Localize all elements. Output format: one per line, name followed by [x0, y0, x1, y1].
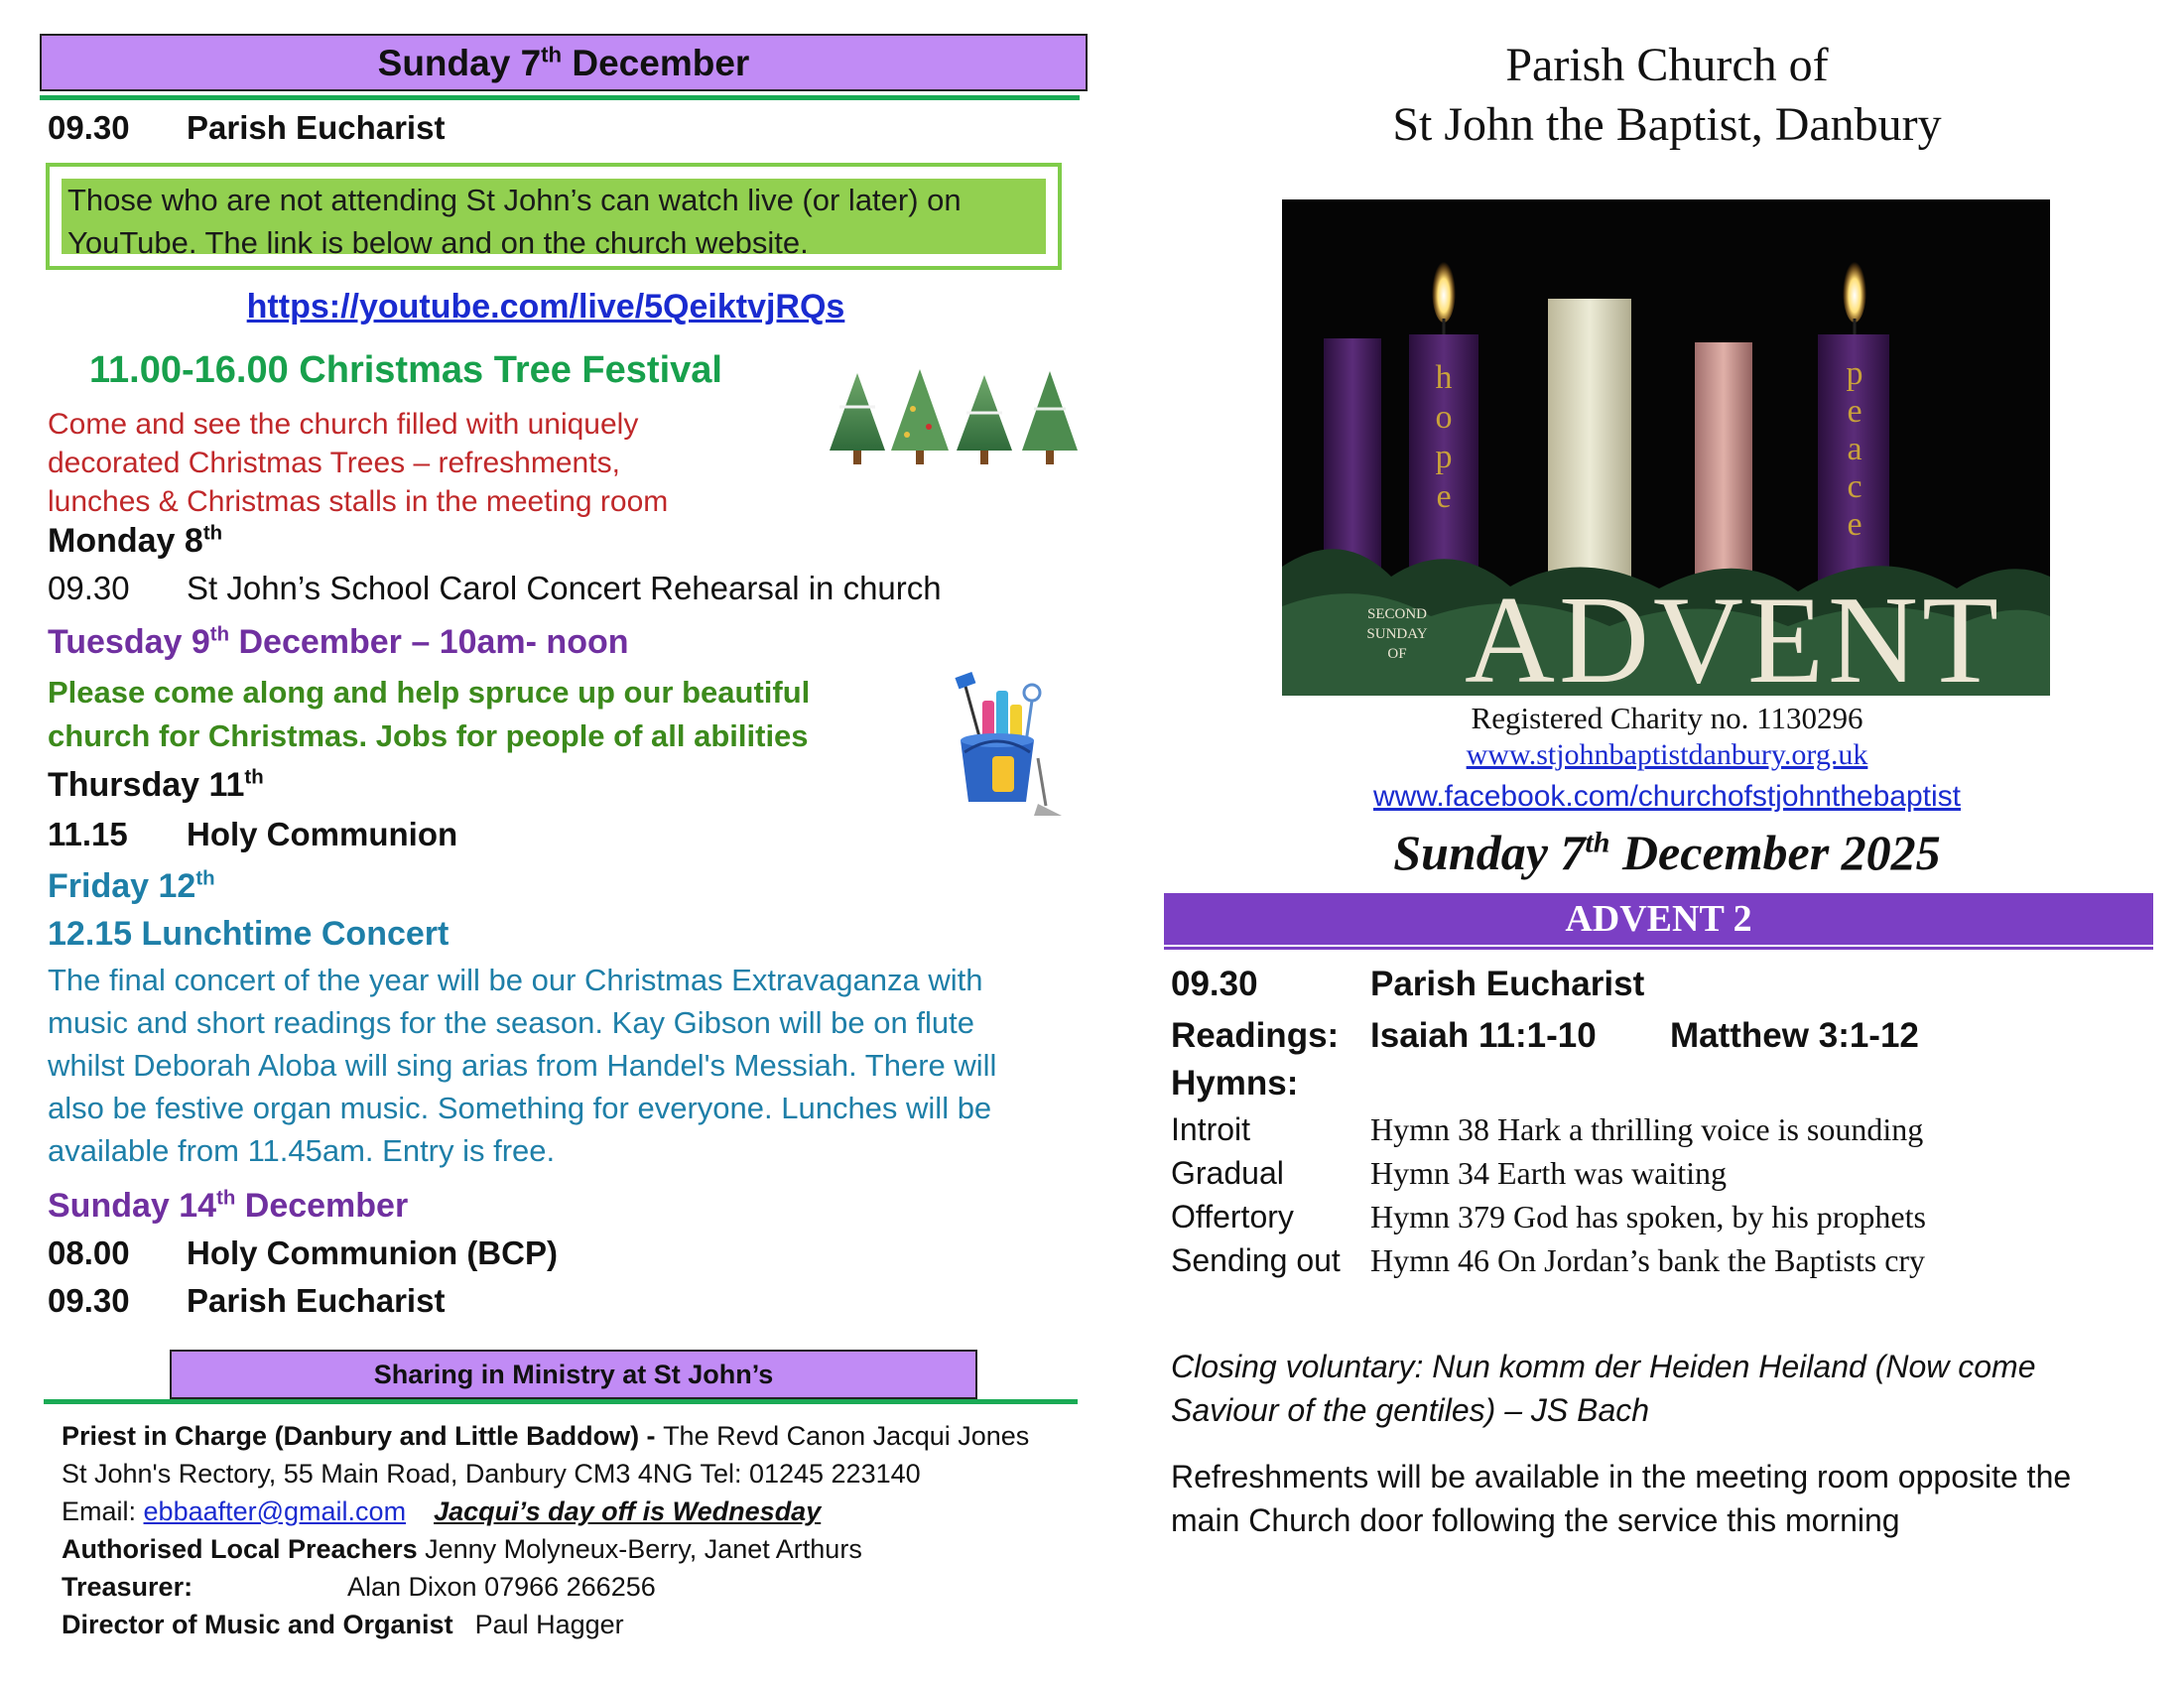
peace-letter: a: [1847, 431, 1863, 467]
hope-letter: e: [1436, 478, 1452, 515]
sunday14-row: [48, 1234, 558, 1272]
tuesday-time: December – 10am- noon: [229, 623, 629, 661]
monday-row: [48, 570, 942, 607]
tuesday-sup: th: [209, 623, 230, 646]
hope-letter: h: [1435, 359, 1453, 396]
refreshments-note: [1171, 1455, 2163, 1542]
hope-letter: o: [1435, 399, 1453, 436]
main-service-time: 09.30: [1171, 965, 1258, 1003]
advent-candles-image: [1282, 199, 2050, 696]
youtube-link-wrap: [0, 288, 1092, 326]
concert-line: The final concert of the year will be our Christmas Extravaganza with: [48, 963, 983, 997]
advent-candles-photo: [1282, 199, 2050, 696]
sunday14-sup: th: [216, 1187, 236, 1210]
concert-line: music and short readings for the season. Kay Gibson will be on flute: [48, 1005, 974, 1040]
ministry-rule: [44, 1399, 1078, 1404]
preachers-names: Jenny Molyneux-Berry, Janet Arthurs: [417, 1534, 862, 1564]
tuesday-heading: [48, 623, 629, 662]
hymn-text: Hymn 38 Hark a thrilling voice is sounding: [1370, 1111, 1924, 1147]
tuesday-label: Tuesday 9: [48, 623, 210, 661]
peace-letter: e: [1847, 506, 1863, 543]
thursday-text: Holy Communion: [187, 816, 458, 852]
hymns-label: Hymns:: [1171, 1064, 1299, 1103]
charity-number: Registered Charity no. 1130296: [1471, 701, 1863, 735]
readings-row: [1171, 1016, 1919, 1056]
tree-festival-title: 11.00-16.00 Christmas Tree Festival: [89, 349, 722, 391]
advent-rule: [1164, 947, 2153, 950]
facebook-link[interactable]: www.facebook.com/churchofstjohnthebaptist: [1373, 780, 1961, 813]
refreshments-line: Refreshments will be available in the meeting room opposite the: [1171, 1459, 2072, 1494]
church-title: [1171, 36, 2163, 155]
reading-1: Isaiah 11:1-10: [1370, 1016, 1597, 1055]
peace-letter: c: [1847, 468, 1863, 505]
concert-line: available from 11.45am. Entry is free.: [48, 1133, 556, 1168]
treasurer-label: Treasurer:: [62, 1572, 193, 1602]
ministry-details: [62, 1417, 1093, 1643]
music-line: [62, 1606, 1093, 1643]
hymn-label: Gradual: [1171, 1155, 1284, 1191]
treasurer-line: [62, 1568, 1093, 1606]
hymn-text: Hymn 46 On Jordan’s bank the Baptists cry: [1370, 1242, 1926, 1278]
thursday-sup: th: [244, 766, 264, 789]
advent-word: ADVENT: [1465, 572, 2002, 696]
of-text: OF: [1387, 646, 1407, 662]
tree-festival-line: decorated Christmas Trees – refreshments,: [48, 447, 620, 479]
church-title-line: St John the Baptist, Danbury: [1392, 98, 1942, 151]
sunday14-service: Parish Eucharist: [187, 1282, 446, 1319]
email-label: Email:: [62, 1496, 144, 1526]
main-service-row: [1171, 965, 1644, 1004]
peace-letter: p: [1846, 355, 1863, 392]
spruce-line: Please come along and help spruce up our beautiful: [48, 675, 811, 710]
music-name: Paul Hagger: [474, 1610, 624, 1639]
friday-heading: [48, 867, 215, 906]
sunday14-month: December: [235, 1187, 409, 1225]
header-bar-sunday: [40, 34, 1088, 91]
closing-voluntary: [1171, 1345, 2163, 1432]
church-title-line: Parish Church of: [1505, 39, 1829, 91]
preachers-line: [62, 1530, 1093, 1568]
christmas-trees-icon: [826, 369, 1086, 468]
website-link-wrap: [1171, 738, 2163, 772]
spruce-line: church for Christmas. Jobs for people of all abilities: [48, 718, 809, 753]
concert-title: 12.15 Lunchtime Concert: [48, 915, 450, 953]
concert-line: also be festive organ music. Something for everyone. Lunches will be: [48, 1091, 992, 1125]
hymn-label: Sending out: [1171, 1242, 1341, 1278]
thursday-row: [48, 816, 457, 853]
peace-letter: e: [1847, 393, 1863, 430]
priest-name: The Revd Canon Jacqui Jones: [663, 1421, 1030, 1451]
thursday-label: Thursday 11: [48, 766, 245, 804]
monday-text: St John’s School Carol Concert Rehearsal in church: [187, 570, 942, 606]
sunday14-label: Sunday 14: [48, 1187, 217, 1225]
date-day: Sunday 7: [1393, 825, 1586, 880]
email-line: [62, 1493, 1093, 1530]
refreshments-line: main Church door following the service this morning: [1171, 1502, 1900, 1538]
sunday-text: SUNDAY: [1366, 626, 1428, 642]
sunday14-service: Holy Communion (BCP): [187, 1234, 558, 1271]
closing-line: Saviour of the gentiles) – JS Bach: [1171, 1392, 1650, 1428]
facebook-link-wrap: [1171, 780, 2163, 814]
monday-label: Monday 8: [48, 522, 203, 560]
website-link[interactable]: www.stjohnbaptistdanbury.org.uk: [1466, 738, 1868, 771]
sunday14-time: 08.00: [48, 1234, 130, 1271]
main-service-name: Parish Eucharist: [1370, 965, 1645, 1003]
concert-body: [48, 959, 1070, 1172]
readings-label: Readings:: [1171, 1016, 1340, 1055]
rectory-line: St John's Rectory, 55 Main Road, Danbury CM3 4NG Tel: 01245 223140: [62, 1459, 921, 1489]
spruce-up-text: [48, 671, 810, 758]
concert-line: whilst Deborah Aloba will sing arias from Handel's Messiah. There will: [48, 1048, 997, 1083]
second-text: SECOND: [1366, 606, 1428, 622]
thursday-heading: [48, 766, 264, 805]
service-time: 09.30: [48, 109, 130, 146]
tree-festival-line: lunches & Christmas stalls in the meeting room: [48, 485, 669, 518]
date-rest: December 2025: [1609, 825, 1941, 880]
date-sup: th: [1585, 826, 1610, 859]
hymn-text: Hymn 34 Earth was waiting: [1370, 1155, 1728, 1191]
music-label: Director of Music and Organist: [62, 1610, 453, 1639]
email-link[interactable]: ebbaafter@gmail.com: [143, 1496, 407, 1526]
thursday-time: 11.15: [48, 816, 128, 852]
priest-label: Priest in Charge (Danbury and Little Baddow) -: [62, 1421, 664, 1451]
sunday14-heading: [48, 1187, 408, 1226]
header-day: Sunday 7: [377, 43, 542, 83]
sunday14-time: 09.30: [48, 1282, 130, 1319]
priest-line: [62, 1417, 1093, 1455]
friday-label: Friday 12: [48, 867, 196, 905]
day-off-note: Jacqui’s day off is Wednesday: [434, 1496, 822, 1526]
ministry-title: Sharing in Ministry at St John’s: [170, 1350, 977, 1399]
tree-festival-line: Come and see the church filled with uniquely: [48, 408, 639, 441]
monday-heading: [48, 522, 222, 561]
advent-2-bar: ADVENT 2: [1164, 893, 2153, 945]
tree-festival-body: [48, 405, 802, 521]
monday-time: 09.30: [48, 570, 130, 606]
monday-sup: th: [202, 522, 223, 545]
service-row: [48, 109, 445, 147]
header-month: December: [562, 43, 750, 83]
preachers-label: Authorised Local Preachers: [62, 1534, 418, 1564]
hymn-label: Offertory: [1171, 1199, 1294, 1234]
reading-2: Matthew 3:1-12: [1670, 1016, 1919, 1055]
hymn-label: Introit: [1171, 1111, 1251, 1147]
header-sup: th: [541, 42, 563, 67]
youtube-note-box: [46, 163, 1062, 270]
treasurer-name: Alan Dixon 07966 266256: [347, 1572, 656, 1602]
hope-letter: p: [1435, 439, 1453, 475]
friday-sup: th: [195, 867, 215, 890]
cleaning-bucket-icon: [943, 671, 1064, 820]
youtube-note: Those who are not attending St John’s can watch live (or later) on YouTube. The link is below and on the church website.: [62, 179, 1046, 254]
header-rule: [40, 95, 1080, 100]
service-name: Parish Eucharist: [187, 109, 446, 146]
hymn-text: Hymn 379 God has spoken, by his prophets: [1370, 1199, 1926, 1234]
sunday14-row: [48, 1282, 445, 1320]
service-date: [1171, 824, 2163, 881]
youtube-link[interactable]: https://youtube.com/live/5QeiktvjRQs: [246, 288, 845, 325]
closing-line: Closing voluntary: Nun komm der Heiden Heiland (Now come: [1171, 1349, 2036, 1384]
